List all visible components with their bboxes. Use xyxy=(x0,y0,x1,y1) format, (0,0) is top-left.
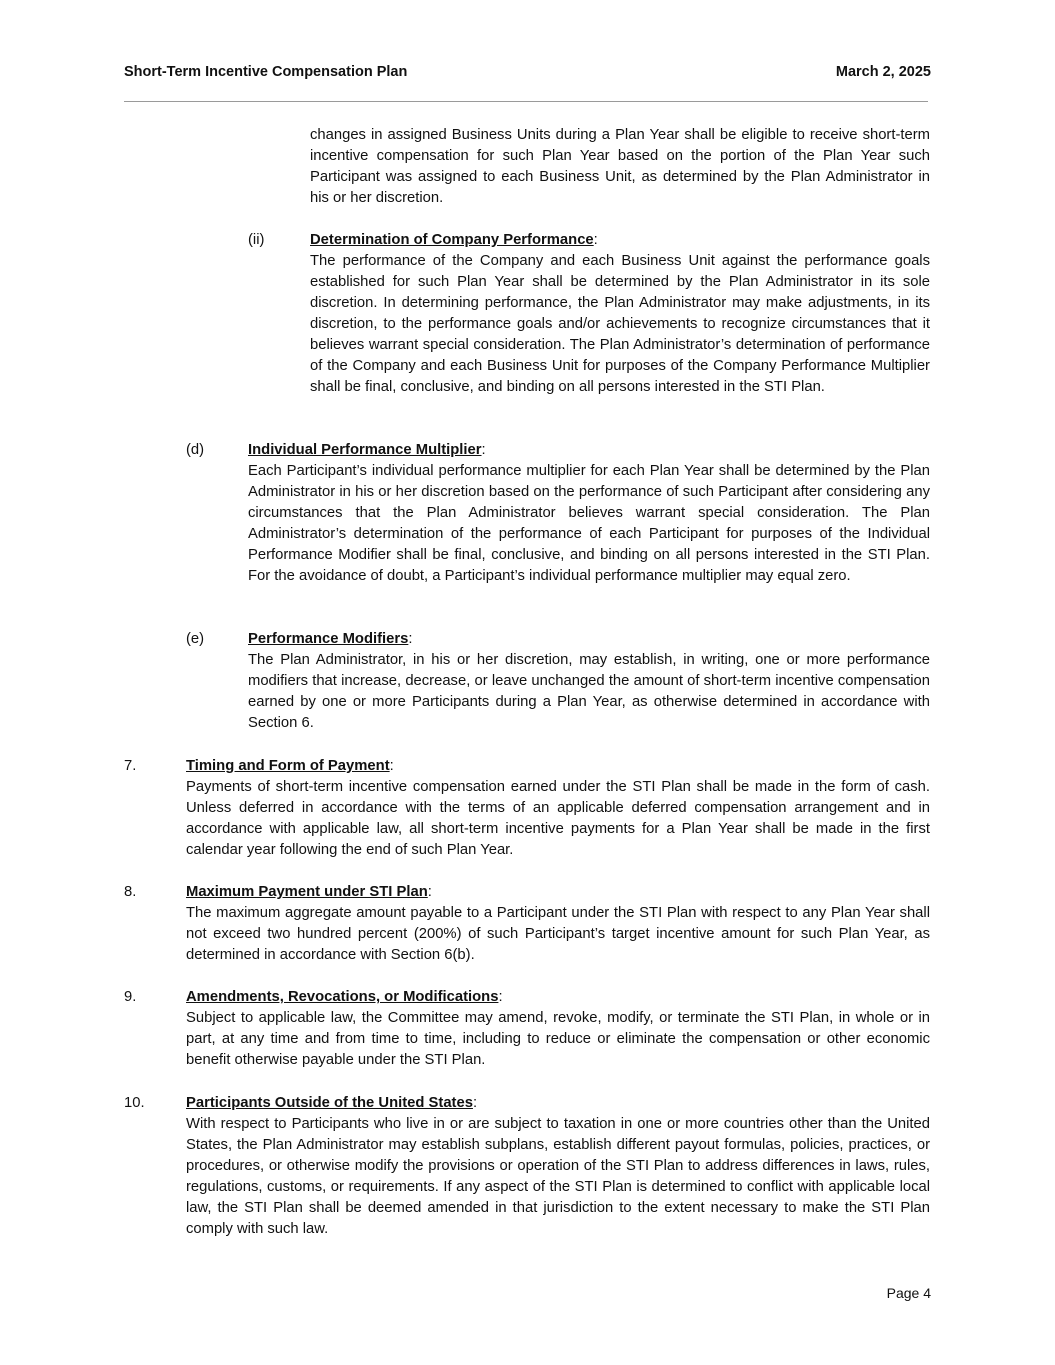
section-10-body: With respect to Participants who live in or are subject to taxation in one or more countries other than the United States, the Plan Administrator may establish subplans, establish different payout formulas, policies, practices, or procedures, or otherwise modify the provisions or operation of the STI Plan to address differences in laws, rules, regulations, customs, or requirements. If any aspect of the STI Plan is determined to conflict with applicable local law, the STI Plan shall be deemed amended in that jurisdiction to the extent necessary to make the STI Plan comply with such law. xyxy=(186,1116,930,1237)
continuation-paragraph xyxy=(310,125,930,209)
section-10 xyxy=(186,1093,930,1240)
subsection-d xyxy=(248,440,930,587)
subsection-ii-body: The performance of the Company and each Business Unit against the performance goals established for such Plan Year shall be determined by the Plan Administrator in its sole discretion. In determining performance, the Plan Administrator may make adjustments, in its discretion, to the performance goals and/or achievements to recognize circumstances that it believes warrant special consideration. The Plan Administrator’s determination of performance of the Company and each Business Unit for purposes of the Company Performance Multiplier shall be final, conclusive, and binding on all persons interested in the STI Plan. xyxy=(310,253,930,395)
section-8-number: 8. xyxy=(124,884,137,900)
section-8 xyxy=(186,882,930,966)
page-header xyxy=(124,64,931,84)
subsection-e-number: (e) xyxy=(186,631,205,647)
subsection-d-number: (d) xyxy=(186,442,205,458)
header-divider xyxy=(124,101,928,102)
section-8-heading: Maximum Payment under STI Plan xyxy=(186,884,428,900)
subsection-e-colon: : xyxy=(408,631,413,647)
section-8-body: The maximum aggregate amount payable to a Participant under the STI Plan with respect to any Plan Year shall not exceed two hundred percent (200%) of such Participant’s target incentive amount for such Plan Year, as determined in accordance with Section 6(b). xyxy=(186,905,930,963)
section-10-heading: Participants Outside of the United States xyxy=(186,1095,473,1111)
section-7 xyxy=(186,756,930,861)
document-date: March 2, 2025 xyxy=(835,64,931,80)
section-7-heading: Timing and Form of Payment xyxy=(186,758,390,774)
section-7-body: Payments of short-term incentive compensation earned under the STI Plan shall be made in the form of cash. Unless deferred in accordance with the terms of an applicable deferred compensation arrangement and in accordance with applicable law, all short-term incentive payments for a Plan Year shall be made in the first calendar year following the end of such Plan Year. xyxy=(186,779,930,858)
document-title: Short-Term Incentive Compensation Plan xyxy=(124,64,408,80)
section-9-number: 9. xyxy=(124,989,137,1005)
section-9-colon: : xyxy=(498,989,503,1005)
subsection-e xyxy=(248,629,930,734)
continuation-text: changes in assigned Business Units during a Plan Year shall be eligible to receive short-term incentive compensation for such Plan Year based on the portion of the Plan Year such Participant was assigned to each Business Unit, as determined by the Plan Administrator in his or her discretion. xyxy=(310,127,930,206)
section-9-heading: Amendments, Revocations, or Modifications xyxy=(186,989,499,1005)
subsection-ii-colon: : xyxy=(593,232,598,248)
subsection-d-body: Each Participant’s individual performance multiplier for each Plan Year shall be determined by the Plan Administrator in his or her discretion based on the performance of such Participant after considering any circumstances that the Plan Administrator believes warrant special consideration. The Plan Administrator’s determination of the performance of each Participant for purposes of the Individual Performance Modifier shall be final, conclusive, and binding on all persons interested in the STI Plan. For the avoidance of doubt, a Participant’s individual performance multiplier may equal zero. xyxy=(248,463,930,584)
section-9 xyxy=(186,987,930,1071)
subsection-d-heading: Individual Performance Multiplier xyxy=(248,442,482,458)
page-number: Page 4 xyxy=(886,1285,931,1301)
section-8-colon: : xyxy=(427,884,432,900)
subsection-ii-heading: Determination of Company Performance xyxy=(310,232,594,248)
section-9-body: Subject to applicable law, the Committee may amend, revoke, modify, or terminate the STI Plan, in whole or in part, at any time and from time to time, including to reduce or eliminate the compensation or other economic benefit otherwise payable under the STI Plan. xyxy=(186,1010,930,1068)
section-10-colon: : xyxy=(472,1095,478,1111)
subsection-ii-number: (ii) xyxy=(248,232,265,248)
subsection-e-body: The Plan Administrator, in his or her discretion, may establish, in writing, one or more performance modifiers that increase, decrease, or leave unchanged the amount of short-term incentive compensation earned by one or more Participants during a Plan Year, as otherwise determined in accordance with Section 6. xyxy=(248,652,930,731)
subsection-e-heading: Performance Modifiers xyxy=(248,631,409,647)
subsection-ii xyxy=(310,230,930,398)
section-10-number: 10. xyxy=(124,1095,145,1111)
subsection-d-colon: : xyxy=(481,442,486,458)
section-7-number: 7. xyxy=(124,758,137,774)
section-7-colon: : xyxy=(389,758,394,774)
